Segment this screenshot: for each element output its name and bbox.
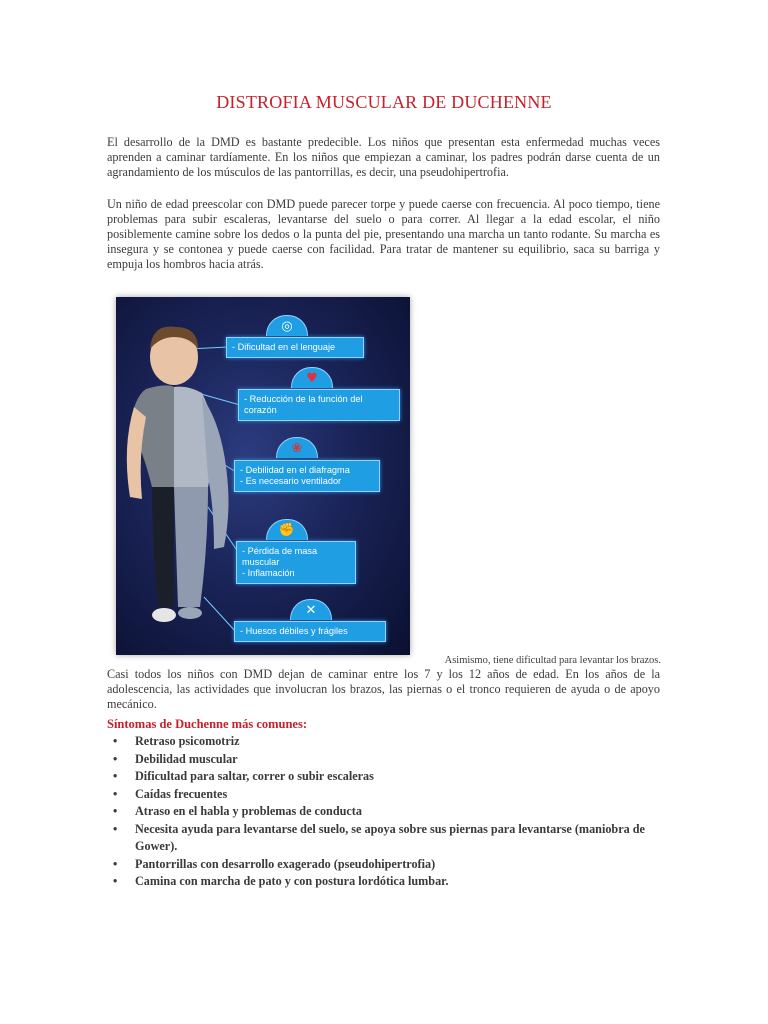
- list-item: • Pantorrillas con desarrollo exagerado (pseudohipertrofia): [107, 856, 667, 874]
- list-item: • Retraso psicomotriz: [107, 733, 667, 751]
- heart-icon: ♥: [291, 367, 333, 388]
- paragraph-preschool: Un niño de edad preescolar con DMD puede parecer torpe y puede caerse con frecuencia. Al poco tiempo, tiene problemas para subir escaleras, levantarse del suelo o para correr. Al llegar a la edad escolar, el niño posiblemente camine sobre los dedos o la punta del pie, presentando una marcha un tanto rodante. Su marcha es insegura y se contonea y puede caerse con facilidad. Para tratar de mantener su equilibrio, saca su barriga y empuja los hombros hacia atrás.: [107, 197, 660, 271]
- bones-icon: ✕: [290, 599, 332, 620]
- bullet-icon: •: [113, 751, 118, 766]
- bullet-icon: •: [113, 856, 118, 871]
- callout-heart: - Reducción de la función del corazón: [238, 389, 400, 421]
- callout-bones: - Huesos débiles y frágiles: [234, 621, 386, 642]
- paragraph-adolescence: Casi todos los niños con DMD dejan de caminar entre los 7 y los 12 años de edad. En los años de la adolescencia, las actividades que involucran los brazos, las piernas o el tronco requieren de ayuda o de apoyo mecánico.: [107, 667, 660, 711]
- figure-caption: Asimismo, tiene dificultad para levantar los brazos.: [444, 655, 661, 666]
- callout-muscle-loss: - Pérdida de masa muscular - Inflamación: [236, 541, 356, 584]
- list-item: • Camina con marcha de pato y con postura lordótica lumbar.: [107, 873, 667, 891]
- lungs-icon: ❀: [276, 437, 318, 458]
- symptoms-heading: Síntomas de Duchenne más comunes:: [107, 717, 308, 731]
- bullet-icon: •: [113, 786, 118, 801]
- list-item: • Necesita ayuda para levantarse del suelo, se apoya sobre sus piernas para levantarse (maniobra de Gower).: [113, 821, 645, 853]
- document-title: DISTROFIA MUSCULAR DE DUCHENNE: [216, 92, 552, 112]
- bullet-icon: •: [113, 821, 118, 836]
- bullet-icon: •: [113, 804, 118, 818]
- arm-muscle-icon: ✊: [266, 519, 308, 540]
- list-item: • Caídas frecuentes: [107, 786, 667, 804]
- brain-icon: ◎: [266, 315, 308, 336]
- list-item: • Dificultad para saltar, correr o subir escaleras: [107, 768, 667, 786]
- callout-language: - Dificultad en el lenguaje: [226, 337, 364, 358]
- bullet-icon: •: [113, 734, 118, 748]
- list-item: • Atraso en el habla y problemas de conducta: [107, 803, 667, 821]
- list-item: • Debilidad muscular: [107, 751, 667, 769]
- bullet-icon: •: [113, 769, 118, 783]
- callout-diaphragm: - Debilidad en el diafragma - Es necesario ventilador: [234, 460, 380, 492]
- bullet-icon: •: [113, 874, 118, 888]
- dmd-infographic: [116, 297, 410, 655]
- paragraph-intro: El desarrollo de la DMD es bastante predecible. Los niños que presentan esta enfermedad muchas veces aprenden a caminar tardíamente. En los niños que empiezan a caminar, los padres podrán darse cuenta de un agrandamiento de los músculos de las pantorrillas, es decir, una pseudohipertrofia.: [107, 135, 660, 179]
- symptoms-list: [107, 733, 667, 891]
